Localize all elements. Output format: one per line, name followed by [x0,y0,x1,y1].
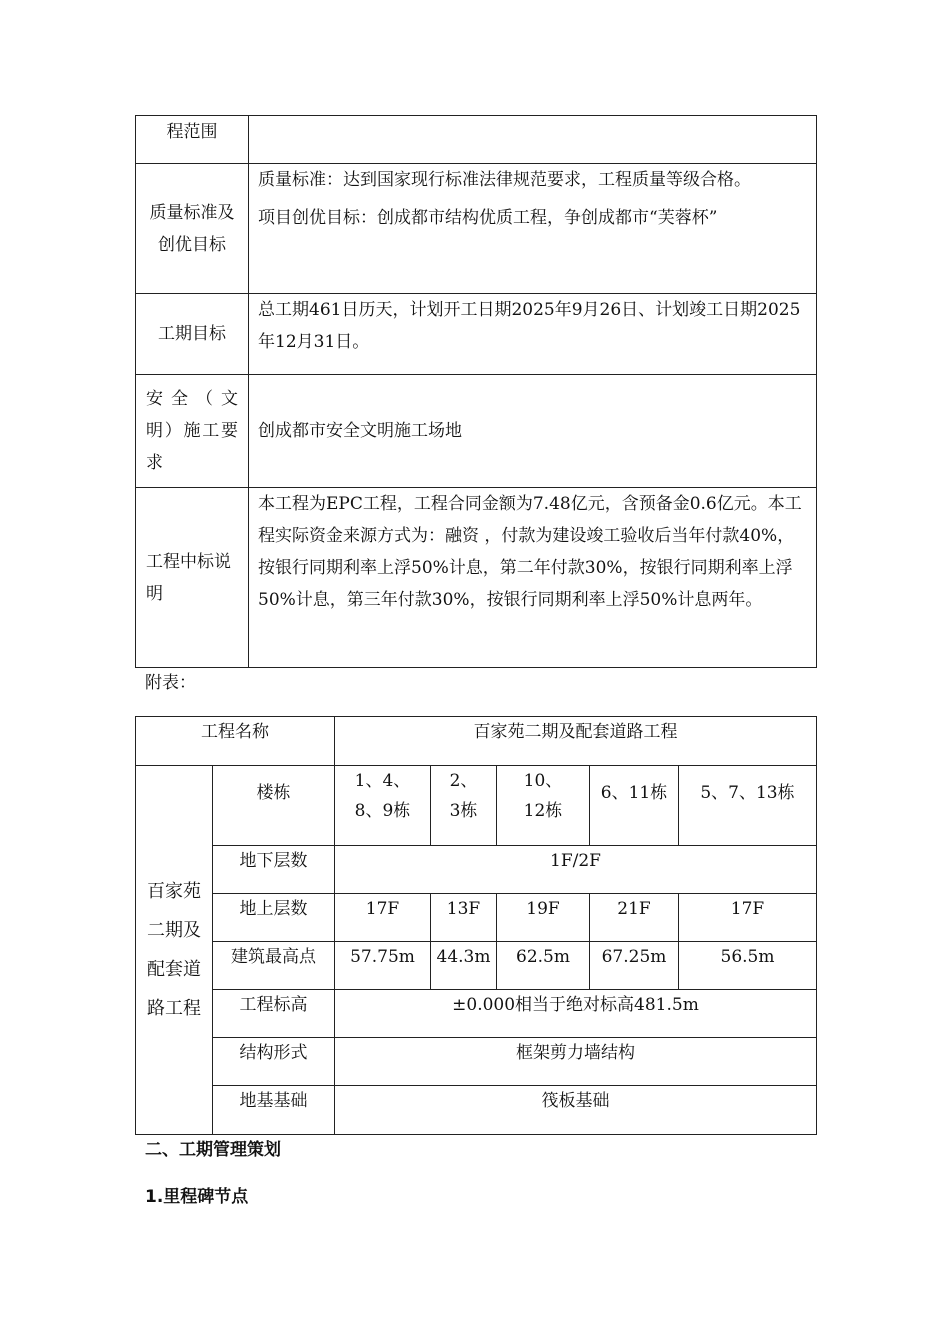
quality-standard-text: 质量标准：达到国家现行标准法律规范要求，工程质量等级合格。 [258,170,751,190]
floors-cell: 17F [335,894,431,942]
row-label [136,375,249,488]
height-cell: 56.5m [679,942,817,990]
building-cell: 6、11栋 [590,766,679,846]
floors-label: 地上层数 [213,894,335,942]
table-row [136,1038,817,1086]
row-label [136,294,249,375]
bid-text: 本工程为EPC工程，工程合同金额为7.48亿元，含预备金0.6亿元。本工程实际资金来源方式为：融资 ，付款为建设竣工验收后当年付款40%，按银行同期利率上浮50%计息，第二年付款30%，按银行同期利率上浮50%计息，第三年付款30%，按银行同期利率上浮50%计息两年。 [258,494,802,610]
bid-value [249,488,817,668]
safety-label: 安全（文明）施工要求 [146,389,238,473]
building-label: 楼栋 [213,766,335,846]
height-label: 建筑最高点 [213,942,335,990]
table-row [136,488,817,668]
floors-cell: 19F [497,894,590,942]
structure-label: 结构形式 [213,1038,335,1086]
table-row [136,990,817,1038]
building-cell: 1、4、8、9栋 [335,766,431,846]
foundation-value: 筏板基础 [335,1086,817,1135]
floors-cell: 21F [590,894,679,942]
height-cell: 44.3m [431,942,497,990]
schedule-value [249,294,817,375]
table-row [136,294,817,375]
quality-label: 质量标准及创优目标 [149,202,235,255]
project-info-table [135,115,817,668]
table-row [136,766,817,846]
table-row [136,1086,817,1135]
project-name-label: 工程名称 [136,717,335,766]
floors-cell: 13F [431,894,497,942]
schedule-text: 总工期461日历天，计划开工日期2025年9月26日、计划竣工日期2025年12月31日。 [258,300,801,352]
subsection-heading: 1.里程碑节点 [145,1187,249,1207]
structure-value: 框架剪力墙结构 [335,1038,817,1086]
appendix-label: 附表： [145,673,196,693]
schedule-label: 工期目标 [158,324,226,344]
basement-label: 地下层数 [213,846,335,894]
table-row [136,894,817,942]
table-row [136,116,817,164]
table-row [136,846,817,894]
safety-value [249,375,817,488]
basement-value: 1F/2F [335,846,817,894]
row-label [136,164,249,294]
building-cell: 2、3栋 [431,766,497,846]
building-cell: 10、12栋 [497,766,590,846]
row-label [136,488,249,668]
building-info-table [135,716,817,1135]
section-heading: 二、工期管理策划 [145,1140,281,1160]
height-cell: 62.5m [497,942,590,990]
quality-value [249,164,817,294]
safety-text: 创成都市安全文明施工场地 [258,421,462,441]
elevation-label: 工程标高 [213,990,335,1038]
foundation-label: 地基基础 [213,1086,335,1135]
scope-value [249,116,817,164]
table-row [136,942,817,990]
height-cell: 67.25m [590,942,679,990]
table-row [136,375,817,488]
floors-cell: 17F [679,894,817,942]
elevation-value: ±0.000相当于绝对标高481.5m [335,990,817,1038]
quality-goal-text: 项目创优目标：创成都市结构优质工程，争创成都市“芙蓉杯” [258,208,718,228]
height-cell: 57.75m [335,942,431,990]
project-name-value: 百家苑二期及配套道路工程 [335,717,817,766]
group-label [136,766,213,1135]
building-cell: 5、7、13栋 [679,766,817,846]
row-label [136,116,249,164]
scope-label: 程范围 [166,122,218,142]
table-row [136,717,817,766]
group-label-text: 百家苑二期及配套道路工程 [147,881,201,1019]
table-row [136,164,817,294]
bid-label: 工程中标说明 [146,551,231,604]
